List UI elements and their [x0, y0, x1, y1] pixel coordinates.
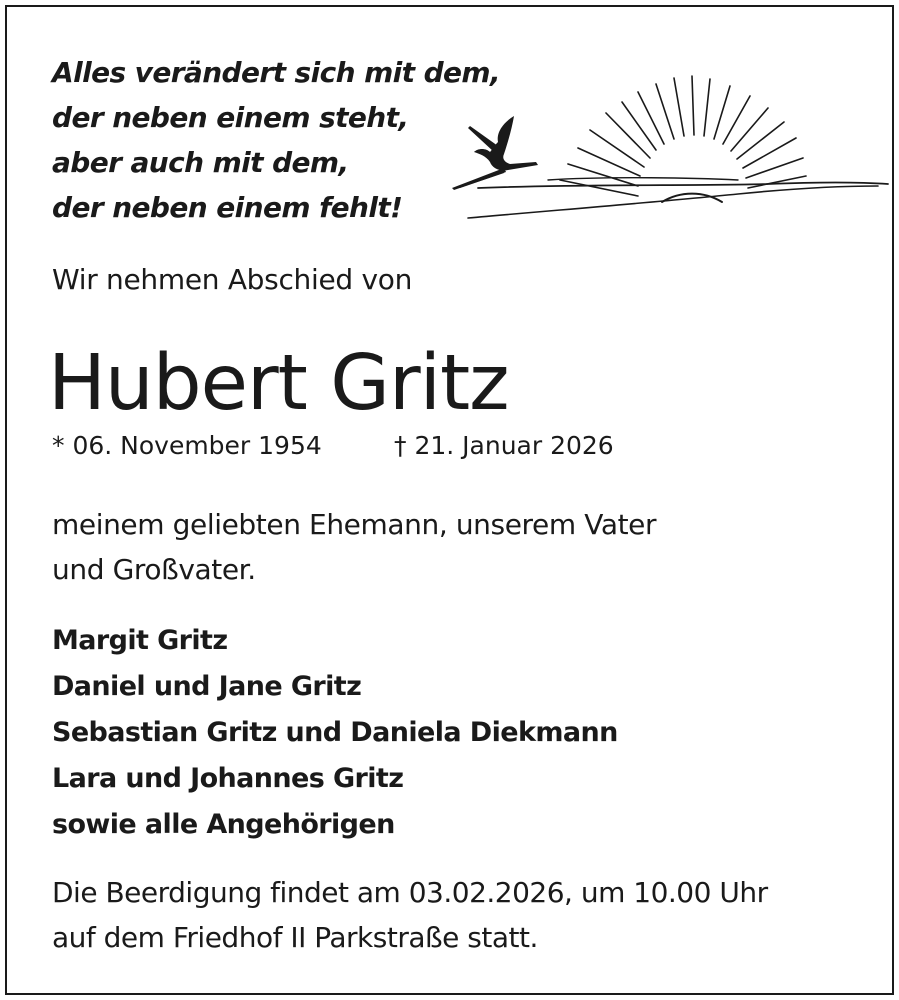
funeral-info — [52, 870, 768, 960]
mourner-entry: sowie alle Angehörigen — [52, 809, 395, 840]
crane-bird-icon — [452, 116, 538, 190]
mourners-list — [52, 618, 618, 848]
mourner-entry: Sebastian Gritz und Daniela Diekmann — [52, 717, 618, 748]
funeral-line: auf dem Friedhof II Parkstraße statt. — [52, 921, 538, 954]
intro-text: Wir nehmen Abschied von — [52, 263, 413, 296]
birth-date: * 06. November 1954 — [52, 431, 322, 460]
mourner-entry: Margit Gritz — [52, 625, 228, 656]
mourner-entry: Daniel und Jane Gritz — [52, 671, 362, 702]
life-dates — [52, 428, 614, 464]
deceased-name: Hubert Gritz — [48, 339, 509, 428]
quote-line: Alles verändert sich mit dem, — [52, 56, 501, 89]
sunset-icon — [468, 76, 888, 218]
relation-line: und Großvater. — [52, 553, 256, 586]
death-date: † 21. Januar 2026 — [394, 431, 614, 460]
funeral-line: Die Beerdigung findet am 03.02.2026, um 10.00 Uhr — [52, 876, 768, 909]
quote-line: der neben einem fehlt! — [52, 191, 403, 224]
mourner-entry: Lara und Johannes Gritz — [52, 763, 404, 794]
relation-text — [52, 502, 656, 592]
quote-line: der neben einem steht, — [52, 101, 409, 134]
quote-line: aber auch mit dem, — [52, 146, 349, 179]
sunset-illustration — [438, 72, 890, 232]
memorial-quote — [52, 50, 500, 230]
relation-line: meinem geliebten Ehemann, unserem Vater — [52, 508, 657, 541]
